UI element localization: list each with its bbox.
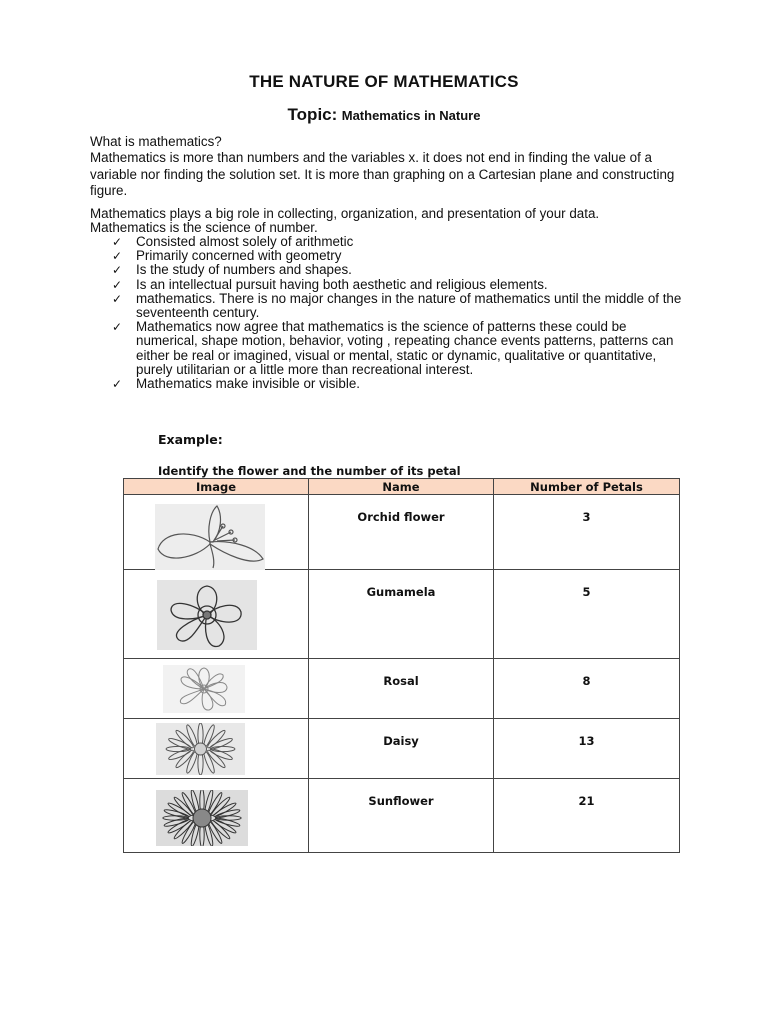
- daisy-sketch-icon: [156, 723, 245, 775]
- list-item: ✓ Mathematics make invisible or visible.: [112, 376, 360, 392]
- header-image: Image: [124, 479, 309, 495]
- check-icon: ✓: [112, 249, 123, 264]
- check-icon: ✓: [112, 320, 123, 335]
- check-icon: ✓: [112, 235, 123, 249]
- checklist: [112, 235, 682, 391]
- sunflower-sketch-icon: [156, 790, 248, 846]
- name-cell: Rosal: [309, 659, 494, 719]
- table-row: [124, 779, 680, 853]
- topic-line: [0, 105, 768, 125]
- list-item: ✓ Is the study of numbers and shapes.: [112, 262, 352, 278]
- check-icon: ✓: [112, 277, 123, 292]
- image-cell: [124, 659, 309, 719]
- petals-cell: 21: [494, 779, 680, 853]
- name-cell: Sunflower: [309, 779, 494, 853]
- intro-paragraph: [90, 134, 680, 200]
- check-icon: ✓: [112, 377, 123, 392]
- header-name: Name: [309, 479, 494, 495]
- role-text: Mathematics plays a big role in collecting, organization, and presentation of your data.: [90, 206, 600, 221]
- petals-cell: 13: [494, 719, 680, 779]
- topic-label: Topic:: [287, 105, 338, 124]
- name-cell: Orchid flower: [309, 495, 494, 570]
- image-cell: [124, 779, 309, 853]
- rosal-sketch-icon: [163, 665, 245, 713]
- list-item: ✓ Primarily concerned with geometry: [112, 248, 342, 264]
- table-header-row: [124, 479, 680, 495]
- list-item: ✓ Is an intellectual pursuit having both aesthetic and religious elements.: [112, 276, 548, 292]
- petals-cell: 3: [494, 495, 680, 570]
- role-paragraph: [90, 207, 680, 235]
- table-row: [124, 495, 680, 570]
- flower-table: [123, 478, 680, 853]
- image-cell: [124, 570, 309, 659]
- header-petals: Number of Petals: [494, 479, 680, 495]
- gumamela-sketch-icon: [157, 580, 257, 650]
- list-item: ✓ Mathematics now agree that mathematics is the science of patterns these could be numerical, shape motion, behavior, voting , repeating chance events patterns, patterns can either be real or imagined, visual or mental, static or dynamic, qualitative or quantitative, purely utilitarian or a little more than recreational interest.: [112, 319, 674, 377]
- name-cell: Gumamela: [309, 570, 494, 659]
- petals-cell: 5: [494, 570, 680, 659]
- table-row: [124, 719, 680, 779]
- science-text: Mathematics is the science of number.: [90, 220, 318, 236]
- orchid-sketch-icon: [155, 504, 265, 570]
- list-item: ✓ mathematics. There is no major changes in the nature of mathematics until the middle of the seventeenth century.: [112, 290, 682, 321]
- name-cell: Daisy: [309, 719, 494, 779]
- image-cell: [124, 495, 309, 570]
- intro-question: What is mathematics?: [90, 134, 222, 149]
- petals-cell: 8: [494, 659, 680, 719]
- list-item: ✓ Consisted almost solely of arithmetic: [112, 234, 354, 249]
- table-row: [124, 570, 680, 659]
- table-caption: Identify the flower and the number of its petal: [158, 464, 461, 478]
- intro-answer: Mathematics is more than numbers and the variables x. it does not end in finding the value of a variable nor finding the solution set. It is more than graphing on a Cartesian plane and constructing figure.: [90, 150, 675, 198]
- check-icon: ✓: [112, 291, 123, 306]
- page-title: THE NATURE OF MATHEMATICS: [249, 72, 519, 91]
- check-icon: ✓: [112, 263, 123, 278]
- example-label: Example:: [158, 432, 223, 447]
- topic-value: Mathematics in Nature: [341, 108, 481, 123]
- table-row: [124, 659, 680, 719]
- image-cell: [124, 719, 309, 779]
